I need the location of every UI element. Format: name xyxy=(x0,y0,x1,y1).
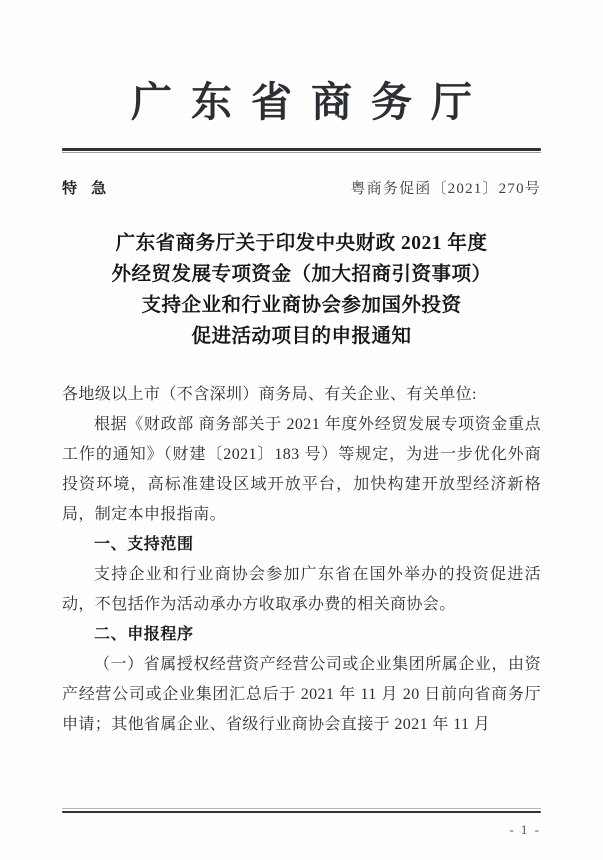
intro-paragraph: 根据《财政部 商务部关于 2021 年度外经贸发展专项资金重点工作的通知》（财建〔2021〕183 号）等规定，为进一步优化外商投资环境，高标准建设区域开放平台，加快构建开放型经济新格局，制定本申报指南。 xyxy=(62,416,541,524)
header-rule xyxy=(62,148,541,151)
title-line-1: 广东省商务厅关于印发中央财政 2021 年度 xyxy=(115,233,488,255)
section-heading-1: 一、支持范围 xyxy=(94,536,194,554)
section-heading-2: 二、申报程序 xyxy=(94,626,194,644)
header-rule-secondary xyxy=(62,152,541,153)
document-title xyxy=(62,228,541,352)
urgency-marker: 特 急 xyxy=(62,180,112,198)
addressee-line: 各地级以上市（不含深圳）商务局、有关企业、有关单位: xyxy=(62,386,477,404)
section-1-paragraph-1: 支持企业和行业商协会参加广东省在国外举办的投资促进活动，不包括作为活动承办方收取承办费的相关商协会。 xyxy=(62,566,541,614)
section-2-paragraph-1: （一）省属授权经营资产经营公司或企业集团所属企业，由资产经营公司或企业集团汇总后于 2021 年 11 月 20 日前向省商务厅申请；其他省属企业、省级行业商协会直接于 2021 年 11 月 xyxy=(62,656,541,734)
issuing-organization: 广东省商务厅 xyxy=(131,79,491,125)
title-line-3: 支持企业和行业商协会参加国外投资 xyxy=(141,295,462,317)
page-number: - 1 - xyxy=(509,822,541,837)
masthead xyxy=(62,0,541,126)
page-footer xyxy=(62,808,541,839)
document-body xyxy=(62,380,541,740)
footer-rule-secondary xyxy=(62,808,541,809)
footer-rule xyxy=(62,811,541,814)
title-line-4: 促进活动项目的申报通知 xyxy=(191,326,412,348)
document-number: 粤商务促函〔2021〕270号 xyxy=(350,181,541,198)
document-meta-row xyxy=(62,177,541,198)
title-line-2: 外经贸发展专项资金（加大招商引资事项） xyxy=(111,264,492,286)
